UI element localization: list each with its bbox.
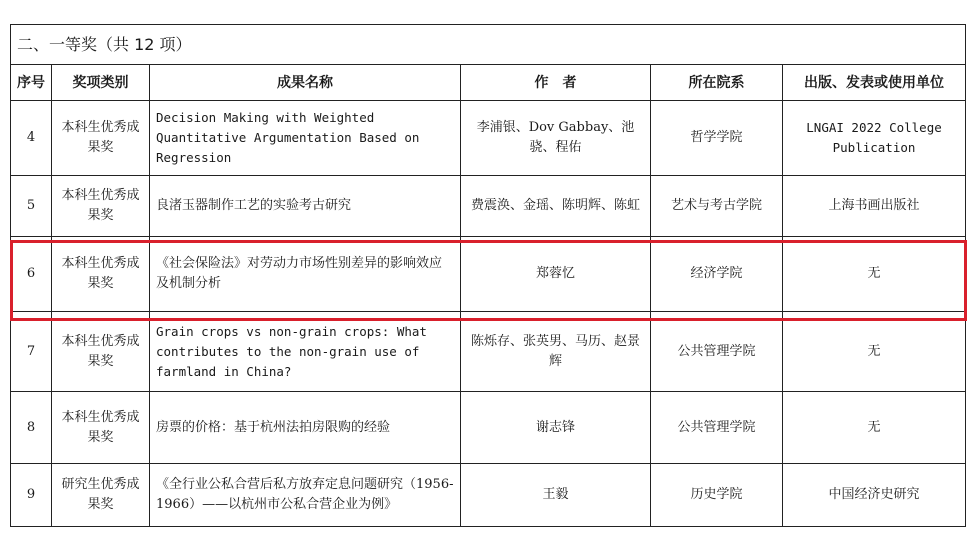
header-dept: 所在院系 bbox=[651, 65, 783, 101]
header-type: 奖项类别 bbox=[52, 65, 150, 101]
row-type: 本科生优秀成果奖 bbox=[52, 312, 150, 392]
row-dept: 艺术与考古学院 bbox=[651, 176, 783, 237]
table-row bbox=[11, 176, 966, 237]
row-title: Grain crops vs non-grain crops: What contributes to the non-grain use of farmland in China? bbox=[150, 312, 461, 392]
row-author: 费震涣、金瑶、陈明辉、陈虹 bbox=[461, 176, 651, 237]
row-no: 4 bbox=[11, 101, 52, 176]
header-no: 序号 bbox=[11, 65, 52, 101]
row-dept: 公共管理学院 bbox=[651, 392, 783, 464]
row-pub: 无 bbox=[783, 392, 966, 464]
table-row bbox=[11, 392, 966, 464]
row-type: 本科生优秀成果奖 bbox=[52, 101, 150, 176]
row-pub: 中国经济史研究 bbox=[783, 464, 966, 527]
row-dept: 哲学学院 bbox=[651, 101, 783, 176]
row-author: 李浦银、Dov Gabbay、池骁、程佑 bbox=[461, 101, 651, 176]
row-author: 谢志锋 bbox=[461, 392, 651, 464]
row-dept: 经济学院 bbox=[651, 237, 783, 312]
row-title: 《社会保险法》对劳动力市场性别差异的影响效应及机制分析 bbox=[150, 237, 461, 312]
row-title: 房票的价格：基于杭州法拍房限购的经验 bbox=[150, 392, 461, 464]
row-no: 8 bbox=[11, 392, 52, 464]
row-type: 本科生优秀成果奖 bbox=[52, 237, 150, 312]
row-author: 王毅 bbox=[461, 464, 651, 527]
row-title: Decision Making with Weighted Quantitative Argumentation Based on Regression bbox=[150, 101, 461, 176]
award-table bbox=[10, 24, 966, 527]
row-type: 研究生优秀成果奖 bbox=[52, 464, 150, 527]
row-pub: 无 bbox=[783, 237, 966, 312]
row-type: 本科生优秀成果奖 bbox=[52, 392, 150, 464]
row-title: 《全行业公私合营后私方放弃定息问题研究（1956-1966）——以杭州市公私合营企业为例》 bbox=[150, 464, 461, 527]
row-pub: 无 bbox=[783, 312, 966, 392]
section-title-row bbox=[11, 25, 966, 65]
row-no: 9 bbox=[11, 464, 52, 527]
row-type: 本科生优秀成果奖 bbox=[52, 176, 150, 237]
row-pub: 上海书画出版社 bbox=[783, 176, 966, 237]
row-dept: 历史学院 bbox=[651, 464, 783, 527]
row-no: 6 bbox=[11, 237, 52, 312]
table-row bbox=[11, 101, 966, 176]
row-author: 陈烁存、张英男、马历、赵景辉 bbox=[461, 312, 651, 392]
table-row bbox=[11, 312, 966, 392]
row-no: 7 bbox=[11, 312, 52, 392]
row-author: 郑蓉忆 bbox=[461, 237, 651, 312]
header-author: 作 者 bbox=[461, 65, 651, 101]
row-no: 5 bbox=[11, 176, 52, 237]
table-row bbox=[11, 464, 966, 527]
header-title: 成果名称 bbox=[150, 65, 461, 101]
row-pub: LNGAI 2022 College Publication bbox=[783, 101, 966, 176]
table-header-row bbox=[11, 65, 966, 101]
award-document bbox=[10, 24, 965, 527]
header-pub: 出版、发表或使用单位 bbox=[783, 65, 966, 101]
row-dept: 公共管理学院 bbox=[651, 312, 783, 392]
table-row-highlighted bbox=[11, 237, 966, 312]
row-title: 良渚玉器制作工艺的实验考古研究 bbox=[150, 176, 461, 237]
section-title: 二、一等奖（共 12 项） bbox=[11, 25, 966, 65]
